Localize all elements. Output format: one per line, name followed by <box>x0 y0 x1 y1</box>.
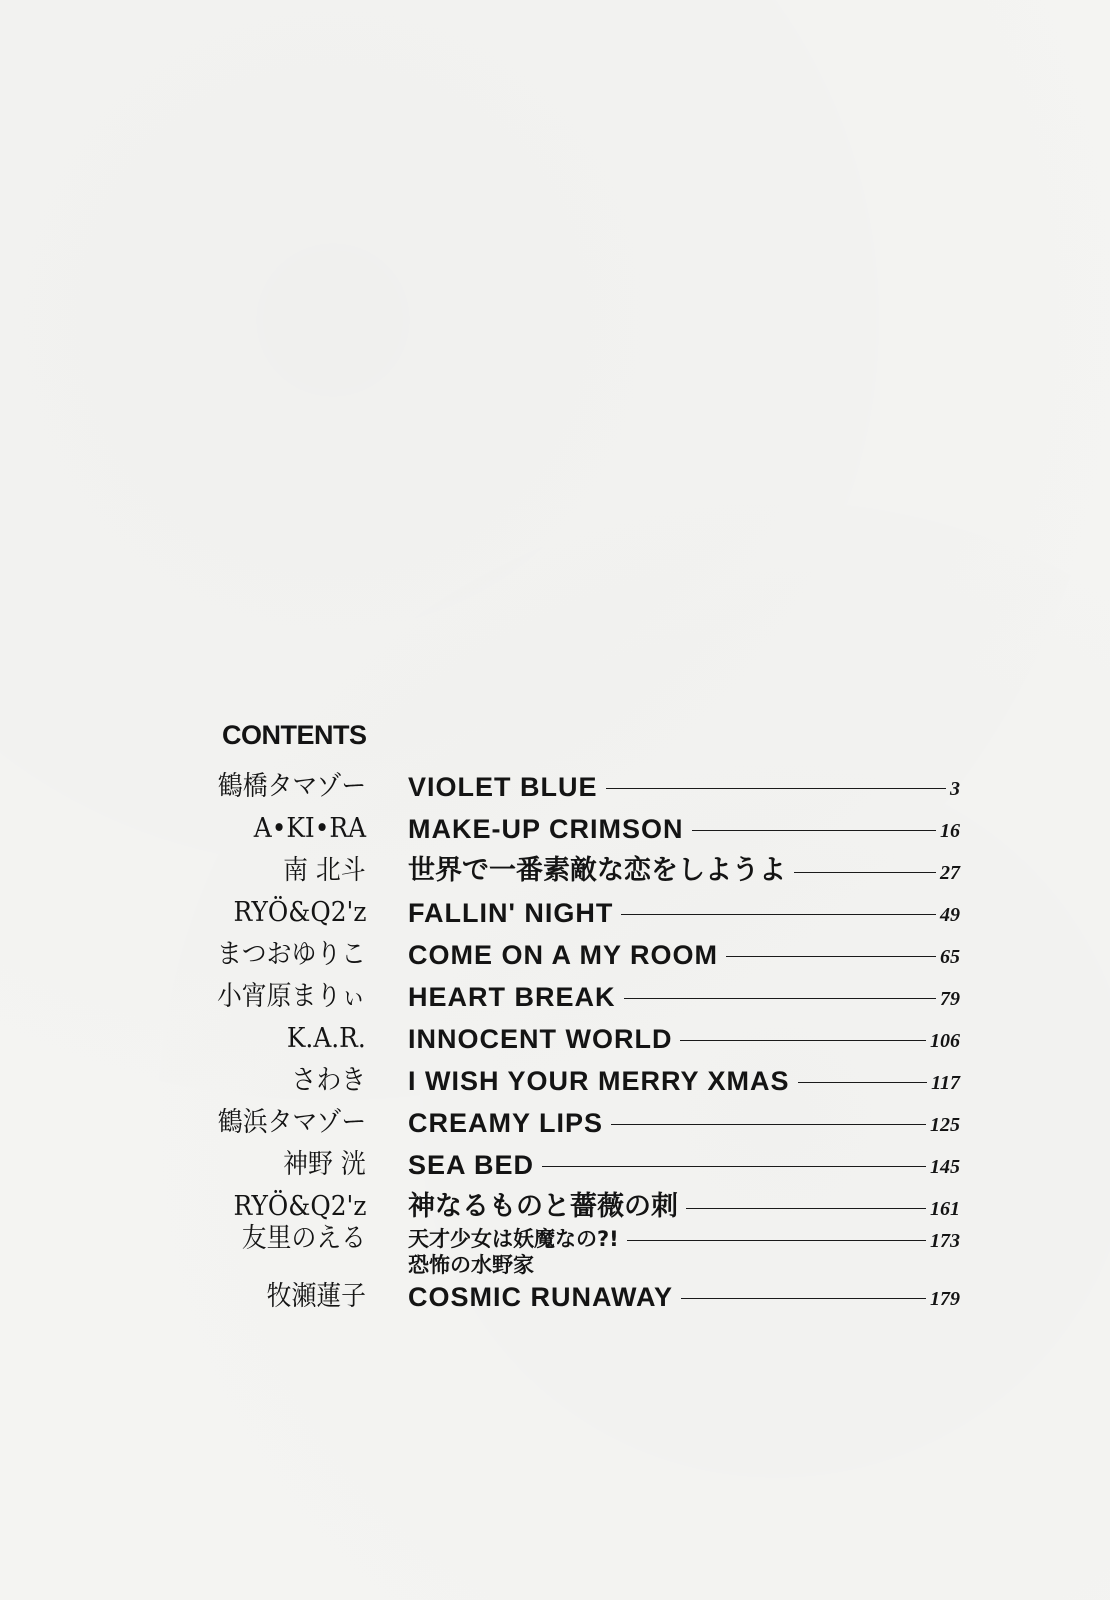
entry-page-number: 49 <box>940 904 960 926</box>
entry-title-line <box>408 770 960 804</box>
entry-page-number: 173 <box>930 1230 960 1252</box>
leader-line <box>542 1166 926 1167</box>
entry-author: 牧瀬蓮子 <box>266 1281 366 1312</box>
leader-line <box>681 1298 926 1299</box>
toc-entry <box>0 1106 1110 1140</box>
toc-entry <box>0 1064 1110 1098</box>
toc-entry <box>0 980 1110 1014</box>
entry-author: 南 北斗 <box>283 855 366 886</box>
leader-line <box>621 914 936 915</box>
entry-page-number: 106 <box>930 1030 960 1052</box>
contents-heading: CONTENTS <box>222 720 367 750</box>
leader-line <box>606 788 946 789</box>
entry-title-line <box>408 1190 960 1224</box>
entry-title: FALLIN' NIGHT <box>408 898 614 928</box>
entry-title-line <box>408 980 960 1014</box>
toc-entry <box>0 896 1110 930</box>
toc-entry <box>0 1222 1110 1277</box>
leader-line <box>680 1040 926 1041</box>
entry-page-number: 65 <box>940 946 960 968</box>
entry-title: MAKE-UP CRIMSON <box>408 814 684 844</box>
toc-entry <box>0 1280 1110 1314</box>
entry-title: 天才少女は妖魔なの?! <box>408 1227 619 1251</box>
toc-entry <box>0 770 1110 804</box>
leader-line <box>624 998 936 999</box>
entry-page-number: 3 <box>950 778 960 800</box>
entry-title-line <box>408 1222 960 1256</box>
leader-line <box>627 1240 926 1241</box>
entry-title: 世界で一番素敵な恋をしようよ <box>408 855 786 886</box>
entry-author: RYÖ&Q2'z <box>233 1191 366 1222</box>
toc-entry <box>0 1190 1110 1224</box>
leader-line <box>794 872 936 873</box>
entry-title: SEA BED <box>408 1150 535 1180</box>
entry-page-number: 145 <box>930 1156 960 1178</box>
entry-author: 友里のえる <box>241 1223 366 1254</box>
entry-title-line <box>408 1280 960 1314</box>
entry-title-line <box>408 938 960 972</box>
entry-author: さわき <box>291 1065 366 1096</box>
entry-title: VIOLET BLUE <box>408 772 598 802</box>
entry-page-number: 27 <box>940 862 960 884</box>
entry-page-number: 16 <box>940 820 960 842</box>
toc-entry <box>0 812 1110 846</box>
entry-title: INNOCENT WORLD <box>408 1024 673 1054</box>
entry-page-number: 125 <box>930 1114 960 1136</box>
entry-title-line <box>408 1106 960 1140</box>
entry-page-number: 79 <box>940 988 960 1010</box>
entry-title: CREAMY LIPS <box>408 1108 604 1138</box>
entry-title-line <box>408 812 960 846</box>
leader-line <box>726 956 936 957</box>
entry-title: COME ON A MY ROOM <box>408 940 719 970</box>
entry-author: 神野 洸 <box>283 1149 366 1180</box>
toc-entry <box>0 1022 1110 1056</box>
entry-title-line <box>408 1064 960 1098</box>
entry-author: A•KI•RA <box>253 813 366 844</box>
entry-author: 小宵原まりぃ <box>216 981 366 1012</box>
toc-entry <box>0 938 1110 972</box>
entry-author: まつおゆりこ <box>216 939 366 970</box>
entry-title: COSMIC RUNAWAY <box>408 1282 674 1312</box>
entry-title: I WISH YOUR MERRY XMAS <box>408 1066 790 1096</box>
entry-title-line <box>408 854 960 888</box>
toc-entry <box>0 854 1110 888</box>
entry-title-line <box>408 1148 960 1182</box>
entry-title-line <box>408 896 960 930</box>
leader-line <box>686 1208 926 1209</box>
leader-line <box>611 1124 926 1125</box>
entry-author: 鶴浜タマゾー <box>217 1107 366 1138</box>
entry-title-line <box>408 1022 960 1056</box>
entry-title: HEART BREAK <box>408 982 616 1012</box>
entry-page-number: 117 <box>931 1072 960 1094</box>
entry-author: K.A.R. <box>287 1023 366 1054</box>
entry-title-line-2: 恐怖の水野家 <box>408 1253 534 1277</box>
leader-line <box>692 830 936 831</box>
toc-entry <box>0 1148 1110 1182</box>
entry-author: RYÖ&Q2'z <box>233 897 366 928</box>
leader-line <box>798 1082 928 1083</box>
entry-title: 神なるものと薔薇の刺 <box>408 1191 678 1222</box>
entry-author: 鶴橋タマゾー <box>217 771 366 802</box>
entry-page-number: 161 <box>930 1198 960 1220</box>
entry-page-number: 179 <box>930 1288 960 1310</box>
